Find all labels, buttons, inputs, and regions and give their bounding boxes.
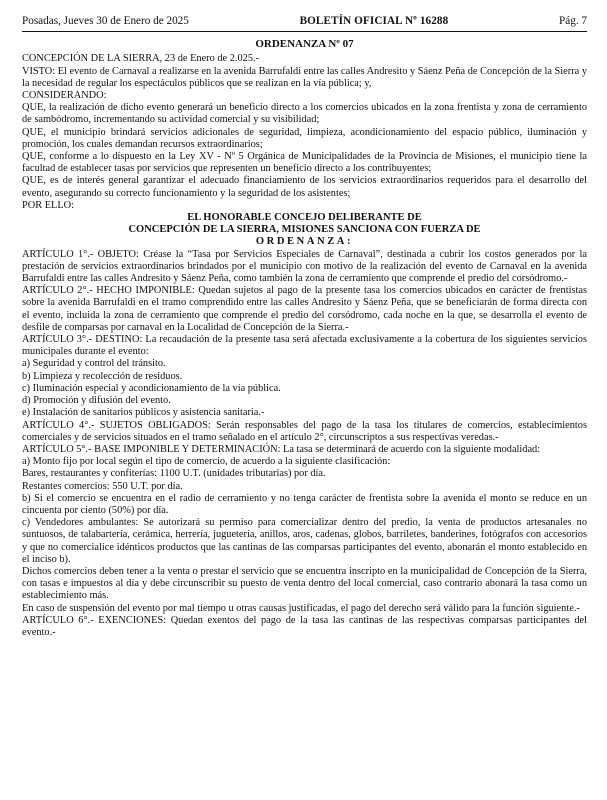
article-2-heading: ARTÍCULO 2°.- HECHO IMPONIBLE:: [22, 285, 195, 297]
header-bulletin-number: BOLETÍN OFICIAL Nº 16288: [299, 15, 449, 27]
por-ello: POR ELLO:: [22, 199, 75, 211]
article-2-body: Quedan sujetos al pago de la presente tasa los comercios ubicados en carácter de frentistas sobre la avenida Barrufaldi en el tramo comprendido entre las calles Andresito y Sáenz Peña, que se beneficiarán de forma directa con el evento, incluida la zona de cerramiento que comprende el predio del corsódromo, cada noche en la que, se desarrolla el evento de desfile de comparsas por carnaval en la Localidad de Concepción de la Sierra.-: [22, 285, 587, 333]
article-5-item-a-others: Restantes comercios: 550 U.T. por día.: [22, 480, 183, 492]
article-5-heading: ARTÍCULO 5°.- BASE IMPONIBLE Y DETERMINACIÓN:: [22, 443, 281, 455]
article-5-item-a: a) Monto fijo por local según el tipo de comercio, de acuerdo a la siguiente clasificación:: [22, 456, 391, 468]
article-5-paragraph-e: En caso de suspensión del evento por mal tiempo u otras causas justificadas, el pago del derecho será válido para la función siguiente.-: [22, 602, 580, 614]
article-3: [22, 334, 587, 358]
article-5: [22, 444, 587, 456]
article-3-item-b: b) Limpieza y recolección de residuos.: [22, 370, 183, 382]
considerando-heading: CONSIDERANDO:: [22, 90, 107, 102]
article-5-body: La tasa se determinará de acuerdo con la siguiente modalidad:: [280, 443, 541, 455]
place-date: CONCEPCIÓN DE LA SIERRA, 23 de Enero de 2.025.-: [22, 53, 260, 65]
article-4-heading: ARTÍCULO 4°.- SUJETOS OBLIGADOS:: [22, 419, 211, 431]
visto-paragraph: VISTO: El evento de Carnaval a realizarse en la avenida Barrufaldi entre las calles Andresito y Sáenz Peña de Concepción de la Sierra y la necesidad de regular los espectáculos públicos que se realizan en la vía pública; y,: [22, 65, 587, 89]
considerando-que-1: QUE, la realización de dicho evento generará un beneficio directo a los comercios ubicados en la zona frentista y zona de cerramiento de sambódromo, incrementando su actividad comercial y su visibilidad;: [22, 102, 587, 126]
article-2: [22, 285, 587, 334]
council-line-3: ORDENANZA:: [255, 236, 354, 248]
article-3-item-e: e) Instalación de sanitarios públicos y asistencia sanitaria.-: [22, 407, 265, 419]
considerando-que-4: QUE, es de interés general garantizar el adecuado financiamiento de los servicios extraordinarios requeridos para el desarrollo del evento, asegurando su correcto funcionamiento y la seguridad de los asistentes;: [22, 175, 587, 199]
article-4: [22, 420, 587, 444]
page-header: [22, 15, 587, 28]
article-6: [22, 615, 587, 639]
considerando-que-2: QUE, el municipio brindará servicios adicionales de seguridad, limpieza, acondicionamiento del espacio público, iluminación y promoción, los cuales demandan recursos extraordinarios;: [22, 126, 587, 150]
article-3-body: La recaudación de la presente tasa será afectada exclusivamente a la cobertura de los siguientes servicios municipales durante el evento:: [22, 334, 588, 358]
article-3-item-c: c) Iluminación especial y acondicionamiento de la vía pública.: [22, 382, 281, 394]
article-3-item-d: d) Promoción y difusión del evento.: [22, 395, 171, 407]
council-line-1: EL HONORABLE CONCEJO DELIBERANTE DE: [187, 212, 422, 224]
council-line-2: CONCEPCIÓN DE LA SIERRA, MISIONES SANCIONA CON FUERZA DE: [128, 224, 481, 236]
article-5-item-b: b) Si el comercio se encuentra en el radio de cerramiento y no tenga carácter de frentista sobre la avenida el monto se reduce en un cincuenta por ciento (50%) por día.: [22, 492, 587, 516]
article-5-item-c: c) Vendedores ambulantes: Se autorizará su permiso para comercializar dentro del predio, la venta de productos artesanales no suntuosos, de talabartería, cerámica, herrería, juguetería, anillos, aros, cadenas, globos, barriletes, banderines, fotógrafos con accesorios y que no comercialice idénticos productos que las cantinas de las comparsas participantes del evento, abonarán el monto establecido en el inciso b).: [22, 517, 587, 565]
considerando-que-3: QUE, conforme a lo dispuesto en la Ley XV - Nº 5 Orgánica de Municipalidades de la Provincia de Misiones, el municipio tiene la facultad de establecer tasas por servicios que representen un beneficio directo a los contribuyentes;: [22, 151, 587, 175]
article-3-item-a: a) Seguridad y control del tránsito.: [22, 358, 166, 370]
article-5-paragraph-d: Dichos comercios deben tener a la venta o prestar el servicio que se encuentra inscripto en la municipalidad de Concepción de la Sierra, con tasas e impuestos al día y debe circunscribir su puesto de venta dentro del local comercial, caso contrario abonará la tasa como un establecimiento más.: [22, 565, 587, 602]
ordinance-title: ORDENANZA Nº 07: [255, 38, 354, 50]
article-6-body: Quedan exentos del pago de la tasa las cantinas de las respectivas comparsas participantes del evento.-: [22, 614, 588, 638]
article-1: [22, 249, 587, 286]
article-3-heading: ARTÍCULO 3°.- DESTINO:: [22, 334, 143, 346]
header-rule: [22, 31, 587, 32]
article-5-item-a-bars: Bares, restaurantes y confiterías: 1100 U.T. (unidades tributarias) por día.: [22, 468, 326, 480]
article-1-heading: ARTÍCULO 1°.- OBJETO:: [22, 248, 139, 260]
header-page-number: Pág. 7: [559, 15, 587, 27]
article-6-heading: ARTÍCULO 6°.- EXENCIONES:: [22, 614, 167, 626]
article-4-body: Serán responsables del pago de la tasa los titulares de comercios, establecimientos comerciales y de servicios situados en el tramo señalado en el artículo 2°, circunscriptos a sus respectivas veredas.-: [22, 419, 587, 443]
article-1-body: Créase la “Tasa por Servicios Especiales de Carnaval”, destinada a cubrir los costos generados por la prestación de servicios extraordinarios brindados por el municipio con motivo de la realización del evento de Carnaval en la avenida Barrufaldi entre las calles Andresito y Sáenz Peña, como también la zona de cerramiento que comprende el predio del corsódromo.-: [22, 248, 587, 285]
header-date: Posadas, Jueves 30 de Enero de 2025: [22, 15, 189, 27]
